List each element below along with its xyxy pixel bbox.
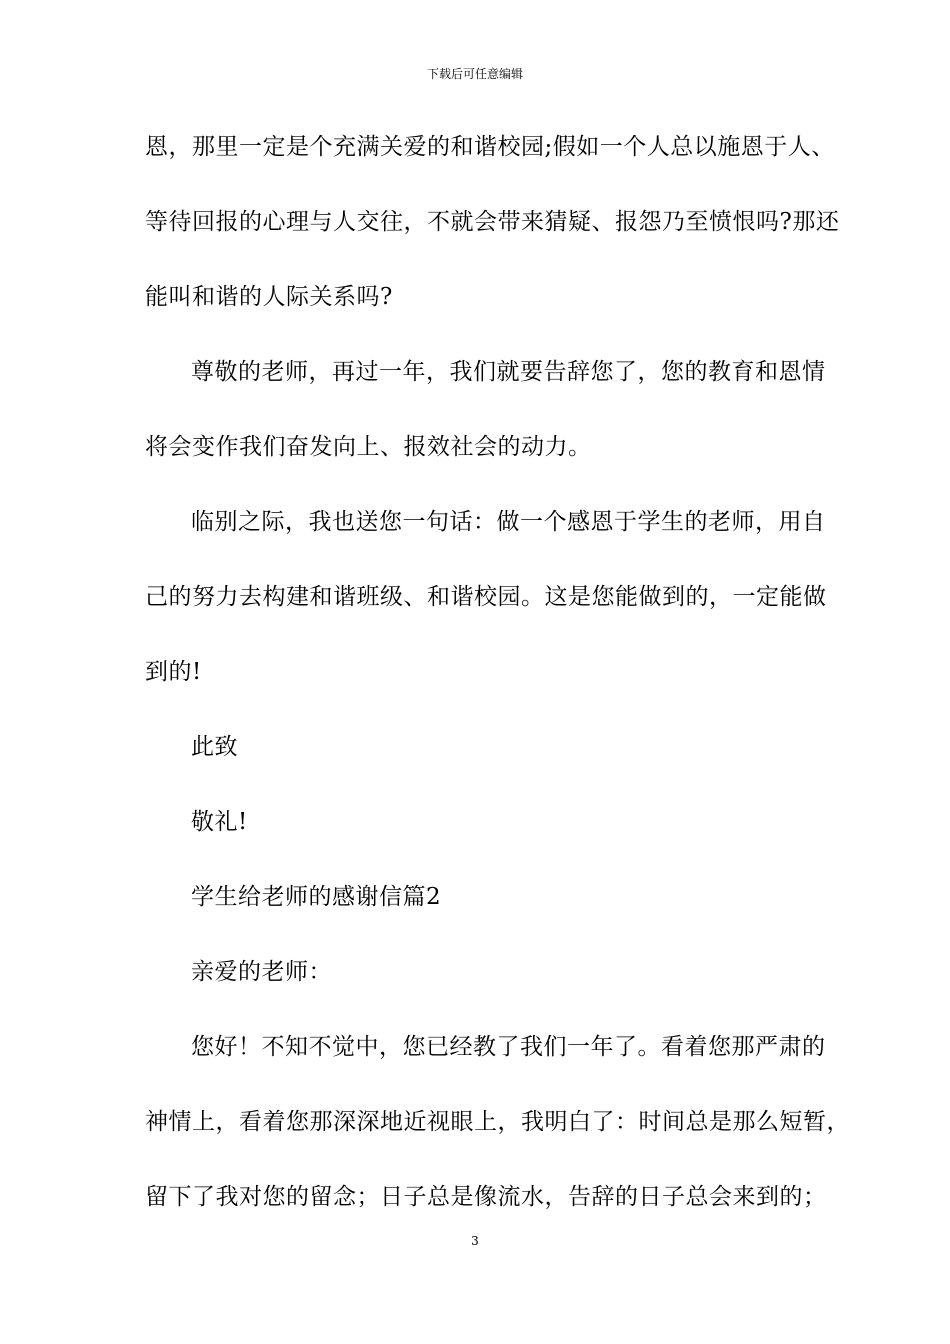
- paragraph-line: 神情上，看着您那深深地近视眼上，我明白了：时间总是那么短暂，: [145, 1109, 850, 1135]
- paragraph-line: 恩，那里一定是个充满关爱的和谐校园;假如一个人总以施恩于人、: [145, 134, 835, 160]
- paragraph-line: 己的努力去构建和谐班级、和谐校园。这是您能做到的，一定能做: [145, 584, 827, 610]
- paragraph-line: 您好！不知不觉中，您已经教了我们一年了。看着您那严肃的: [191, 1034, 826, 1060]
- paragraph-line: 将会变作我们奋发向上、报效社会的动力。: [145, 434, 592, 460]
- paragraph-line: 等待回报的心理与人交往，不就会带来猜疑、报怨乃至愤恨吗?那还: [145, 209, 840, 235]
- closing-salutation: 此致: [191, 734, 238, 760]
- closing-regards: 敬礼!: [191, 809, 248, 835]
- paragraph-line: 临别之际，我也送您一句话：做一个感恩于学生的老师，用自: [191, 509, 826, 535]
- paragraph-line: 留下了我对您的留念；日子总是像流水，告辞的日子总会来到的；: [145, 1184, 827, 1210]
- paragraph-line: 到的!: [145, 659, 202, 685]
- paragraph-line: 能叫和谐的人际关系吗?: [145, 284, 393, 310]
- section-title: 学生给老师的感谢信篇2: [191, 884, 442, 910]
- letter-greeting: 亲爱的老师：: [191, 959, 332, 985]
- document-body: [145, 127, 850, 1252]
- page-number: 3: [471, 1234, 479, 1248]
- paragraph-line: 尊敬的老师，再过一年，我们就要告辞您了，您的教育和恩情: [191, 359, 826, 385]
- page-header: 下载后可任意编辑: [426, 67, 523, 81]
